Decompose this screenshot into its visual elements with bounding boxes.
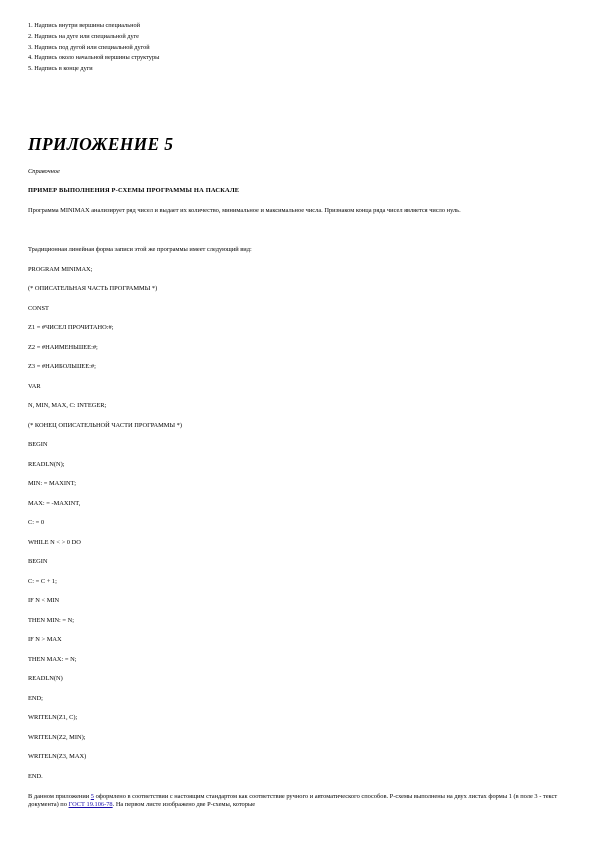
code-line: THEN MAX: = N; (28, 656, 77, 663)
footer-paragraph (28, 793, 568, 810)
appendix-link[interactable]: 5 (90, 793, 94, 800)
list-item: 2. Надпись на дуге или специальной дуге (28, 32, 139, 40)
caption-list (28, 22, 168, 76)
code-line: (* КОНЕЦ ОПИСАТЕЛЬНОЙ ЧАСТИ ПРОГРАММЫ *) (28, 422, 182, 429)
code-line: VAR (28, 383, 41, 390)
subheading: Справочное (28, 168, 60, 175)
code-line: END. (28, 773, 43, 780)
list-item: 4. Надпись около начальной вершины структуры (28, 54, 160, 62)
code-line: PROGRAM MINIMAX; (28, 266, 93, 273)
code-line: WRITELN(Z3, MAX) (28, 753, 87, 760)
code-line: Z1 = #ЧИСЕЛ ПРОЧИТАНО:#; (28, 324, 114, 331)
gost-link[interactable]: ГОСТ 19.106-78 (68, 801, 113, 809)
code-line: BEGIN (28, 441, 48, 448)
list-item: 3. Надпись под дугой или специальной дугой (28, 43, 150, 51)
code-line: READLN(N) (28, 675, 63, 682)
code-line: BEGIN (28, 558, 48, 565)
code-line: Z2 = #НАИМЕНЬШЕЕ:#; (28, 344, 98, 351)
code-line: IF N > MAX (28, 636, 62, 643)
code-line: MIN: = MAXINT; (28, 480, 76, 487)
section-title: ПРИМЕР ВЫПОЛНЕНИЯ Р-СХЕМЫ ПРОГРАММЫ НА ПАСКАЛЕ (28, 187, 240, 194)
code-line: CONST (28, 305, 49, 312)
list-item: 5. Надпись в конце дуги (28, 65, 93, 73)
intro-paragraph: Программа MINIMAX анализирует ряд чисел и выдает их количество, минимальное и максимальное числа. Признаком конца ряда чисел является число нуль. (28, 207, 461, 214)
code-line: MAX: = -MAXINT, (28, 500, 81, 507)
footer-text: В данном приложении (28, 793, 91, 800)
code-line: READLN(N); (28, 461, 65, 468)
footer-text: . На первом листе изображено две Р-схемы, которые (112, 801, 256, 809)
code-line: C: = C + 1; (28, 578, 57, 585)
code-line: Z3 = #НАИБОЛЬШЕЕ:#; (28, 363, 96, 370)
page-title: ПРИЛОЖЕНИЕ 5 (28, 134, 174, 154)
list-item: 1. Надпись внутри вершины специальной (28, 22, 140, 29)
code-line: C: = 0 (28, 519, 45, 526)
code-line: WRITELN(Z1, C); (28, 714, 78, 721)
code-line: (* ОПИСАТЕЛЬНАЯ ЧАСТЬ ПРОГРАММЫ *) (28, 285, 158, 292)
code-line: END; (28, 695, 43, 702)
code-line: IF N < MIN (28, 597, 60, 604)
pretext-paragraph: Традиционная линейная форма записи этой же программы имеет следующий вид: (28, 246, 252, 253)
footer-text: оформлено в соответствии с настоящим стандартом как соответствие ручного и автоматического способов. Р-схемы выполнены на двух листах формы 1 (в поле 3 - текст документа) по (28, 793, 558, 809)
code-line: THEN MIN: = N; (28, 617, 75, 624)
code-line: N, MIN, MAX, C: INTEGER; (28, 402, 107, 409)
code-line: WHILE N < > 0 DO (28, 539, 81, 546)
code-line: WRITELN(Z2, MIN); (28, 734, 86, 741)
